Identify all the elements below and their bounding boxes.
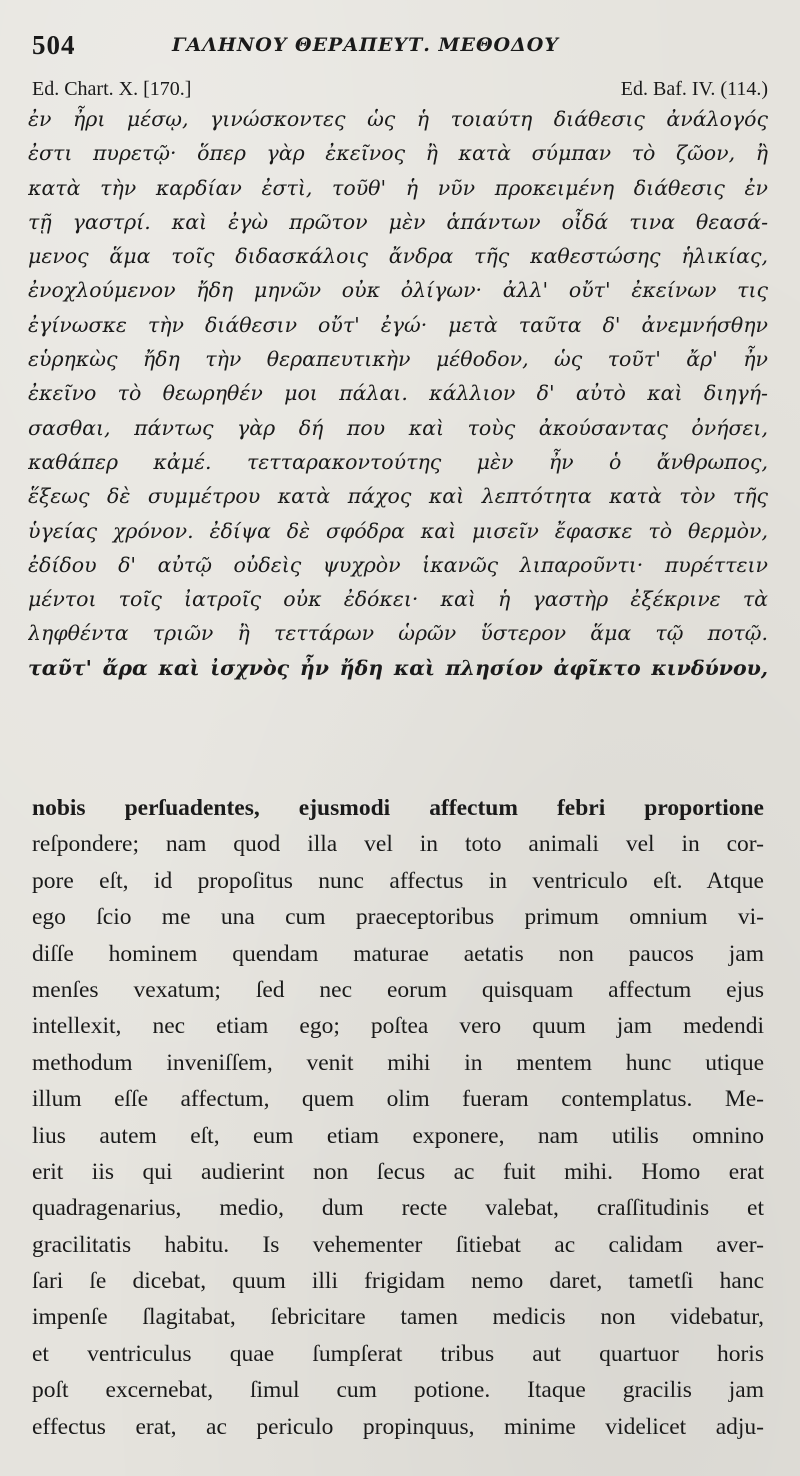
greek-line: μενος ἅμα τοῖς διδασκάλοις ἄνδρα τῆς καθεστώσης ἡλικίας,: [28, 244, 768, 269]
edition-reference-line: [32, 78, 768, 104]
edition-reference-chartier: Ed. Chart. X. [170.]: [32, 78, 192, 100]
page-header: [32, 30, 768, 70]
greek-line: ὑγείας χρόνον. ἐδίψα δὲ σφόδρα καὶ μισεῖν ἔφασκε τὸ θερμὸν,: [28, 518, 768, 543]
latin-line: diſſe hominem quendam maturae aetatis non paucos jam: [32, 940, 764, 967]
latin-line: nobis perſuadentes, ejusmodi affectum febri proportione: [32, 795, 764, 821]
latin-text-block: [32, 790, 764, 1445]
greek-line: μέντοι τοῖς ἰατροῖς οὐκ ἐδόκει· καὶ ἡ γαστὴρ ἐξέκρινε τὰ: [28, 587, 768, 612]
greek-line: ἕξεως δὲ συμμέτρου κατὰ πάχος καὶ λεπτότητα κατὰ τὸν τῆς: [28, 484, 768, 509]
latin-line: ſari ſe dicebat, quum illi frigidam nemo daret, tametſi hanc: [32, 1268, 764, 1295]
latin-line: illum eſſe affectum, quem olim fueram contemplatus. Me-: [32, 1086, 764, 1113]
latin-line: pore eſt, id propoſitus nunc affectus in ventriculo eſt. Atque: [32, 867, 764, 894]
latin-line: reſpondere; nam quod illa vel in toto animali vel in cor-: [32, 831, 764, 858]
edition-reference-basel: Ed. Baf. IV. (114.): [620, 78, 768, 100]
greek-text-block: [28, 102, 768, 685]
greek-line: σασθαι, πάντως γὰρ δή που καὶ τοὺς ἀκούσαντας ὀνήσει,: [28, 415, 768, 440]
greek-line: ἐνοχλούμενον ἤδη μηνῶν οὐκ ὀλίγων· ἀλλ' οὔτ' ἐκείνων τις: [28, 278, 768, 303]
latin-line: quadragenarius, medio, dum recte valebat, craſſitudinis et: [32, 1195, 764, 1222]
greek-line: ἐν ἦρι μέσῳ, γινώσκοντες ὡς ἡ τοιαύτη διάθεσις ἀνάλογός: [28, 107, 768, 131]
latin-line: ego ſcio me una cum praeceptoribus primum omnium vi-: [32, 904, 764, 931]
latin-line: methodum inveniſſem, venit mihi in mentem hunc utique: [32, 1049, 764, 1076]
greek-line: τῇ γαστρί. καὶ ἐγὼ πρῶτον μὲν ἁπάντων οἶδά τινα θεασά-: [28, 209, 768, 234]
greek-line: καθάπερ κἀμέ. τετταρακοντούτης μὲν ἦν ὁ ἄνθρωπος,: [28, 449, 768, 474]
greek-line: ταῦτ' ἄρα καὶ ἰσχνὸς ἦν ἤδη καὶ πλησίον ἀφῖκτο κινδύνου,: [28, 655, 768, 680]
latin-line: lius autem eſt, eum etiam exponere, nam utilis omnino: [32, 1122, 764, 1149]
greek-line: εὑρηκὼς ἤδη τὴν θεραπευτικὴν μέθοδον, ὡς τοῦτ' ἄρ' ἦν: [28, 347, 768, 372]
greek-line: ἐστι πυρετῷ· ὅπερ γὰρ ἐκεῖνος ἢ κατὰ σύμπαν τὸ ζῶον, ἢ: [28, 141, 768, 166]
latin-line: intellexit, nec etiam ego; poſtea vero quum jam medendi: [32, 1013, 764, 1040]
latin-line: effectus erat, ac periculo propinquus, minime videlicet adju-: [32, 1413, 764, 1440]
latin-line: gracilitatis habitu. Is vehementer ſitiebat ac calidam aver-: [32, 1231, 764, 1258]
latin-line: erit iis qui audierint non ſecus ac fuit mihi. Homo erat: [32, 1158, 764, 1185]
greek-line: ἐγίνωσκε τὴν διάθεσιν οὔτ' ἐγώ· μετὰ ταῦτα δ' ἀνεμνήσθην: [28, 312, 768, 337]
latin-line: et ventriculus quae ſumpſerat tribus aut quartuor horis: [32, 1340, 764, 1367]
greek-line: κατὰ τὴν καρδίαν ἐστὶ, τοῦθ' ἡ νῦν προκειμένη διάθεσις ἐν: [28, 175, 768, 200]
greek-line: ἐδίδου δ' αὐτῷ οὐδεὶς ψυχρὸν ἱκανῶς λιπαροῦντι· πυρέττειν: [28, 552, 768, 577]
latin-line: menſes vexatum; ſed nec eorum quisquam affectum ejus: [32, 976, 764, 1003]
greek-line: ληφθέντα τριῶν ἢ τεττάρων ὡρῶν ὕστερον ἅμα τῷ ποτῷ.: [28, 621, 768, 646]
running-title: ΓΑΛΗΝΟΥ ΘΕΡΑΠΕΥΤ. ΜΕΘΟΔΟΥ: [172, 34, 559, 56]
latin-line: impenſe ſlagitabat, ſebricitare tamen medicis non videbatur,: [32, 1304, 764, 1331]
greek-line: ἐκεῖνο τὸ θεωρηθέν μοι πάλαι. κάλλιον δ' αὐτὸ καὶ διηγή-: [28, 381, 768, 406]
latin-line: poſt excernebat, ſimul cum potione. Itaque gracilis jam: [32, 1377, 764, 1404]
page-number: 504: [32, 30, 76, 60]
